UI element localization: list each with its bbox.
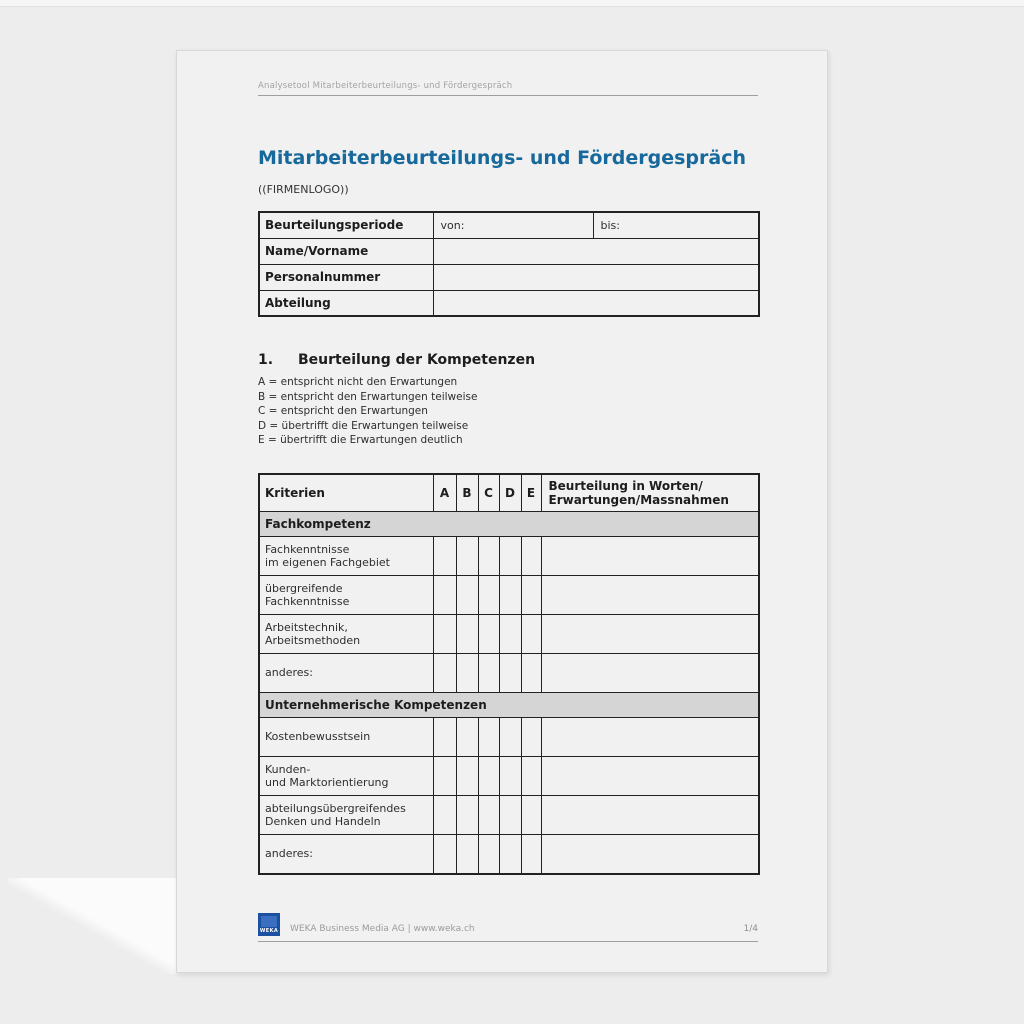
grade-cell-c[interactable] (478, 796, 499, 835)
grade-cell-b[interactable] (456, 796, 478, 835)
criterion-line: und Marktorientierung (265, 776, 389, 789)
criterion-line: Kostenbewusstsein (265, 730, 371, 744)
table-row (259, 290, 759, 316)
footer-publisher-text: WEKA Business Media AG | www.weka.ch (290, 924, 475, 934)
table-row (259, 835, 759, 874)
department-value-field[interactable] (433, 290, 759, 316)
grade-cell-d[interactable] (499, 796, 521, 835)
grade-cell-d[interactable] (499, 654, 521, 693)
criterion-line: anderes: (265, 666, 313, 680)
competency-rating-table (258, 473, 760, 875)
legend-item: B = entspricht den Erwartungen teilweise (258, 390, 478, 403)
criterion-label-cell (259, 796, 433, 835)
assessment-cell[interactable] (541, 654, 759, 693)
criterion-line: Arbeitsmethoden (265, 634, 361, 647)
grade-cell-d[interactable] (499, 835, 521, 874)
weka-logo-wordmark: WEKA (259, 928, 279, 934)
grade-cell-b[interactable] (456, 537, 478, 576)
table-header-row (259, 474, 759, 512)
background-top-strip (0, 0, 1024, 7)
grade-cell-b[interactable] (456, 757, 478, 796)
assessment-column-header (541, 474, 759, 512)
grade-cell-b[interactable] (456, 718, 478, 757)
name-value-field[interactable] (433, 238, 759, 264)
grade-cell-e[interactable] (521, 654, 541, 693)
personnel-number-label: Personalnummer (259, 264, 433, 290)
grade-cell-e[interactable] (521, 796, 541, 835)
table-row (259, 264, 759, 290)
page-footer (258, 913, 758, 942)
grade-cell-b[interactable] (456, 835, 478, 874)
grade-cell-e[interactable] (521, 537, 541, 576)
criterion-line: abteilungsübergreifendes (265, 801, 406, 815)
section-row-title: Unternehmerische Kompetenzen (259, 693, 759, 718)
assessment-cell[interactable] (541, 537, 759, 576)
grade-cell-c[interactable] (478, 654, 499, 693)
grade-cell-c[interactable] (478, 718, 499, 757)
grade-column-header-a: A (433, 474, 456, 512)
criterion-line: anderes: (265, 847, 313, 860)
criterion-line: Fachkenntnisse (265, 542, 350, 556)
section-title: Beurteilung der Kompetenzen (298, 352, 536, 368)
table-row (259, 537, 759, 576)
grade-cell-d[interactable] (499, 615, 521, 654)
criterion-line: Denken und Handeln (265, 815, 381, 828)
grade-cell-a[interactable] (433, 576, 456, 615)
period-from-field[interactable]: von: (433, 212, 593, 238)
section-heading (258, 351, 758, 369)
criterion-line: Kunden- (265, 762, 311, 776)
grade-cell-c[interactable] (478, 537, 499, 576)
legend-item: E = übertrifft die Erwartungen deutlich (258, 434, 463, 446)
grade-cell-a[interactable] (433, 796, 456, 835)
grade-cell-a[interactable] (433, 718, 456, 757)
assessment-cell[interactable] (541, 796, 759, 835)
page-corner-sheen (8, 878, 177, 974)
table-row (259, 654, 759, 693)
grade-cell-d[interactable] (499, 757, 521, 796)
company-logo-placeholder: ((FIRMENLOGO)) (258, 183, 349, 196)
grade-cell-e[interactable] (521, 576, 541, 615)
table-row (259, 796, 759, 835)
grade-cell-a[interactable] (433, 537, 456, 576)
grade-cell-b[interactable] (456, 576, 478, 615)
grade-cell-e[interactable] (521, 718, 541, 757)
table-row (259, 615, 759, 654)
grade-cell-c[interactable] (478, 615, 499, 654)
criterion-label-cell (259, 654, 433, 693)
table-row (259, 757, 759, 796)
grade-cell-a[interactable] (433, 615, 456, 654)
assessment-cell[interactable] (541, 718, 759, 757)
criterion-label-cell (259, 835, 433, 874)
section-row-unternehmerische-kompetenzen (259, 693, 759, 718)
grade-column-header-e: E (521, 474, 541, 512)
table-row (259, 576, 759, 615)
grade-cell-e[interactable] (521, 615, 541, 654)
section-row-fachkompetenz (259, 512, 759, 537)
legend-item: A = entspricht nicht den Erwartungen (258, 376, 458, 388)
employee-info-table (258, 211, 760, 317)
table-row (259, 718, 759, 757)
grade-cell-c[interactable] (478, 835, 499, 874)
weka-logo-icon (258, 913, 280, 936)
grade-cell-c[interactable] (478, 757, 499, 796)
footer-page-number: 1/4 (743, 924, 758, 934)
assessment-header-line: Erwartungen/Massnahmen (548, 492, 729, 507)
assessment-cell[interactable] (541, 835, 759, 874)
criterion-line: Fachkenntnisse (265, 595, 350, 608)
running-header: Analysetool Mitarbeiterbeurteilungs- und Fördergespräch (258, 81, 758, 96)
name-label: Name/Vorname (259, 238, 433, 264)
legend-item: C = entspricht den Erwartungen (258, 405, 428, 417)
criterion-line: Arbeitstechnik, (265, 620, 348, 634)
criterion-label-cell (259, 576, 433, 615)
grade-cell-e[interactable] (521, 757, 541, 796)
grade-column-header-b: B (456, 474, 478, 512)
criteria-column-header: Kriterien (259, 474, 433, 512)
grade-cell-a[interactable] (433, 835, 456, 874)
assessment-header-line: Beurteilung in Worten/ (548, 478, 703, 493)
grade-cell-d[interactable] (499, 718, 521, 757)
period-label: Beurteilungsperiode (259, 212, 433, 238)
section-row-title: Fachkompetenz (259, 512, 759, 537)
grade-cell-d[interactable] (499, 576, 521, 615)
page-title: Mitarbeiterbeurteilungs- und Fördergespräch (258, 147, 747, 169)
grade-cell-e[interactable] (521, 835, 541, 874)
grade-cell-b[interactable] (456, 654, 478, 693)
grade-cell-a[interactable] (433, 757, 456, 796)
table-row (259, 238, 759, 264)
grade-cell-c[interactable] (478, 576, 499, 615)
assessment-cell[interactable] (541, 757, 759, 796)
table-row (259, 212, 759, 238)
criterion-label-cell (259, 537, 433, 576)
criterion-label-cell (259, 757, 433, 796)
legend-item: D = übertrifft die Erwartungen teilweise (258, 419, 469, 432)
section-number: 1. (258, 352, 274, 368)
grade-legend (258, 375, 758, 448)
personnel-number-value-field[interactable] (433, 264, 759, 290)
criterion-label-cell (259, 718, 433, 757)
assessment-cell[interactable] (541, 615, 759, 654)
criterion-line: übergreifende (265, 581, 343, 595)
criterion-line: im eigenen Fachgebiet (265, 556, 390, 569)
grade-cell-b[interactable] (456, 615, 478, 654)
weka-logo-inner-square (261, 916, 277, 927)
assessment-cell[interactable] (541, 576, 759, 615)
grade-cell-d[interactable] (499, 537, 521, 576)
criterion-label-cell (259, 615, 433, 654)
period-to-field[interactable]: bis: (593, 212, 759, 238)
document-page (176, 50, 828, 973)
department-label: Abteilung (259, 290, 433, 316)
grade-cell-a[interactable] (433, 654, 456, 693)
grade-column-header-c: C (478, 474, 499, 512)
grade-column-header-d: D (499, 474, 521, 512)
